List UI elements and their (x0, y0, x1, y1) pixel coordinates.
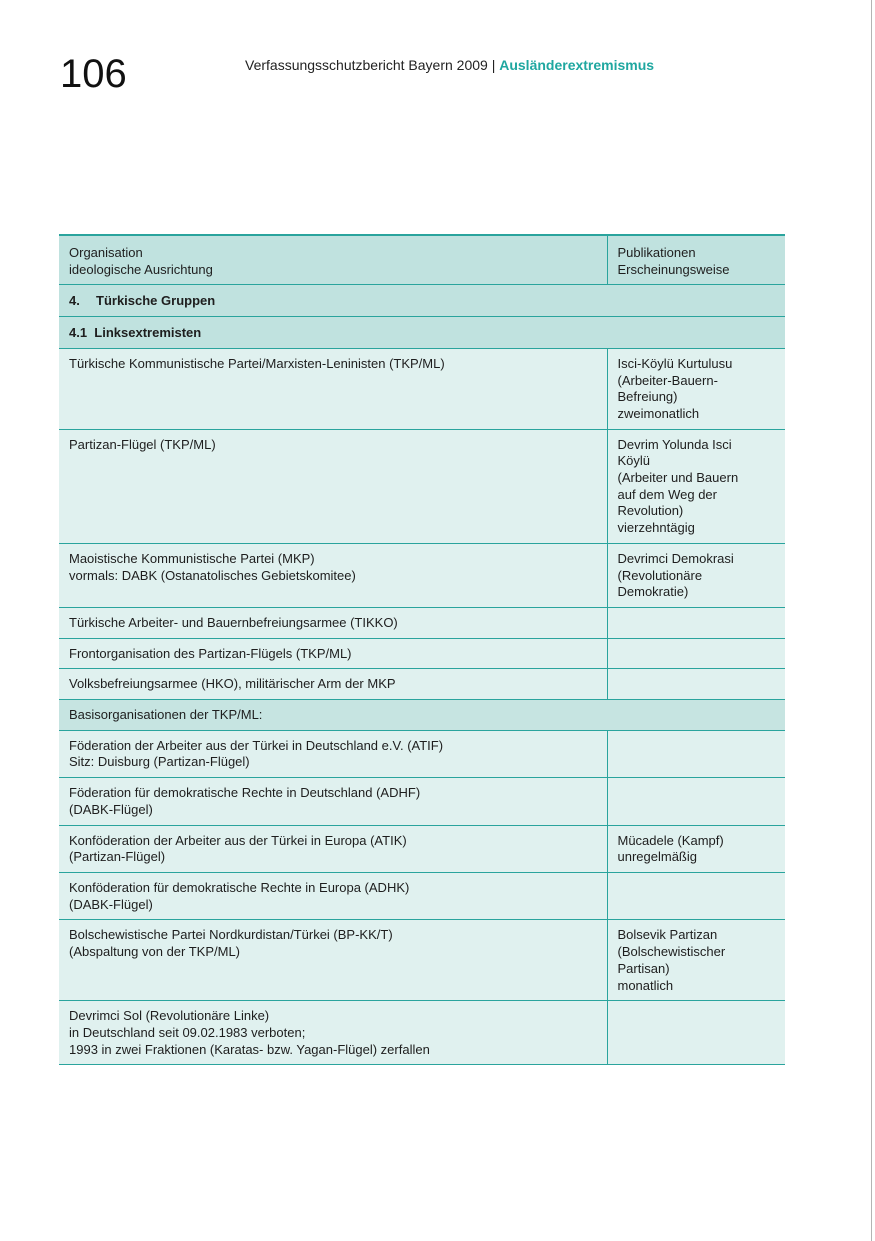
organisation-text: (DABK-Flügel) (69, 801, 153, 817)
running-header (245, 56, 654, 74)
organisation-text: (DABK-Flügel) (69, 896, 153, 912)
table-row (59, 872, 785, 919)
organisation-cell (59, 543, 607, 607)
organisation-cell (59, 429, 607, 543)
publication-text: Befreiung) (617, 389, 678, 405)
publication-cell (607, 730, 785, 777)
header-text: Publikationen (617, 245, 696, 260)
publication-text: (Revolutionäre (617, 567, 703, 583)
publication-text: zweimonatlich (617, 405, 700, 421)
table-row (59, 607, 785, 638)
organisation-cell (59, 778, 607, 825)
header-publikationen (607, 235, 785, 285)
section-row (59, 285, 785, 317)
subheading-row (59, 700, 785, 731)
publication-text: Devrim Yolunda Isci (617, 436, 732, 452)
organisation-text: Bolschewistische Partei Nordkurdistan/Türkei (BP-KK/T) (69, 927, 393, 943)
subheading-basisorganisationen: Basisorganisationen der TKP/ML: (59, 700, 785, 731)
publication-text: monatlich (617, 977, 674, 993)
page-number: 106 (60, 52, 127, 96)
organisation-text: (Partizan-Flügel) (69, 849, 166, 865)
table-row (59, 543, 785, 607)
publication-cell (607, 825, 785, 872)
table-body-basis (59, 730, 785, 1065)
section-number: 4. (69, 293, 80, 309)
organisation-cell (59, 730, 607, 777)
publication-text: Demokratie) (617, 584, 689, 600)
section-heading (59, 285, 785, 317)
publication-text: Revolution) (617, 503, 684, 519)
table-row (59, 638, 785, 669)
organisation-text: in Deutschland seit 09.02.1983 verboten; (69, 1024, 306, 1040)
table-row (59, 669, 785, 700)
publication-cell (607, 872, 785, 919)
table-row (59, 730, 785, 777)
organisation-cell (59, 348, 607, 429)
publication-text: Bolsevik Partizan (617, 927, 718, 943)
organisation-cell (59, 920, 607, 1001)
publication-cell (607, 348, 785, 429)
organisation-cell (59, 825, 607, 872)
publication-cell (607, 607, 785, 638)
organisation-text: (Abspaltung von der TKP/ML) (69, 944, 241, 960)
header-text: Organisation (69, 245, 143, 260)
page-edge-line (871, 0, 872, 1241)
organisation-cell (59, 607, 607, 638)
organisation-text: Föderation für demokratische Rechte in Deutschland (ADHF) (69, 785, 421, 801)
organisation-text: Konföderation für demokratische Rechte in Europa (ADHK) (69, 879, 410, 895)
publication-cell (607, 638, 785, 669)
table-row (59, 778, 785, 825)
running-title: Verfassungsschutzbericht Bayern 2009 | (245, 57, 496, 73)
publication-text: unregelmäßig (617, 849, 697, 865)
publication-cell (607, 920, 785, 1001)
table-row (59, 825, 785, 872)
organisation-cell (59, 872, 607, 919)
header-text: Erscheinungsweise (617, 261, 730, 277)
publication-text: (Arbeiter und Bauern (617, 470, 739, 486)
publication-text: Köylü (617, 453, 651, 469)
organisation-cell (59, 1001, 607, 1065)
table-row (59, 429, 785, 543)
publication-text: Devrimci Demokrasi (617, 550, 734, 566)
section-title: Türkische Gruppen (96, 293, 216, 309)
organisation-text: Frontorganisation des Partizan-Flügels (TKP/ML) (69, 645, 352, 661)
table-body-parties (59, 348, 785, 699)
table-row (59, 348, 785, 429)
publication-cell (607, 429, 785, 543)
organisation-cell (59, 669, 607, 700)
publication-text: Mücadele (Kampf) (617, 832, 724, 848)
subsection-row (59, 317, 785, 349)
table-header-row (59, 235, 785, 285)
table-row (59, 920, 785, 1001)
header-organisation (59, 235, 607, 285)
publication-cell (607, 778, 785, 825)
organisation-cell (59, 638, 607, 669)
publication-text: Isci-Köylü Kurtulusu (617, 355, 733, 371)
organisation-text: Devrimci Sol (Revolutionäre Linke) (69, 1008, 270, 1024)
organisation-text: Sitz: Duisburg (Partizan-Flügel) (69, 754, 250, 770)
organisation-text: vormals: DABK (Ostanatolisches Gebietskomitee) (69, 567, 356, 583)
organisation-text: 1993 in zwei Fraktionen (Karatas- bzw. Yagan-Flügel) zerfallen (69, 1041, 430, 1057)
publication-text: Partisan) (617, 960, 670, 976)
organisation-text: Föderation der Arbeiter aus der Türkei in Deutschland e.V. (ATIF) (69, 737, 444, 753)
publication-cell (607, 1001, 785, 1065)
header-text: ideologische Ausrichtung (69, 261, 213, 277)
organisation-text: Partizan-Flügel (TKP/ML) (69, 436, 216, 452)
publication-text: auf dem Weg der (617, 486, 717, 502)
organisation-text: Konföderation der Arbeiter aus der Türkei in Europa (ATIK) (69, 832, 407, 848)
organisation-text: Volksbefreiungsarmee (HKO), militärischer Arm der MKP (69, 676, 396, 692)
organisation-text: Türkische Arbeiter- und Bauernbefreiungsarmee (TIKKO) (69, 614, 398, 630)
chapter-title: Ausländerextremismus (499, 57, 655, 73)
organisation-text: Türkische Kommunistische Partei/Marxisten-Leninisten (TKP/ML) (69, 355, 445, 371)
publication-text: (Bolschewistischer (617, 944, 726, 960)
organisation-text: Maoistische Kommunistische Partei (MKP) (69, 550, 315, 566)
organisations-table (59, 234, 785, 1065)
subsection-heading: 4.1 Linksextremisten (59, 317, 785, 349)
publication-text: vierzehntägig (617, 520, 695, 536)
publication-cell (607, 543, 785, 607)
publication-text: (Arbeiter-Bauern- (617, 372, 718, 388)
publication-cell (607, 669, 785, 700)
table-row (59, 1001, 785, 1065)
